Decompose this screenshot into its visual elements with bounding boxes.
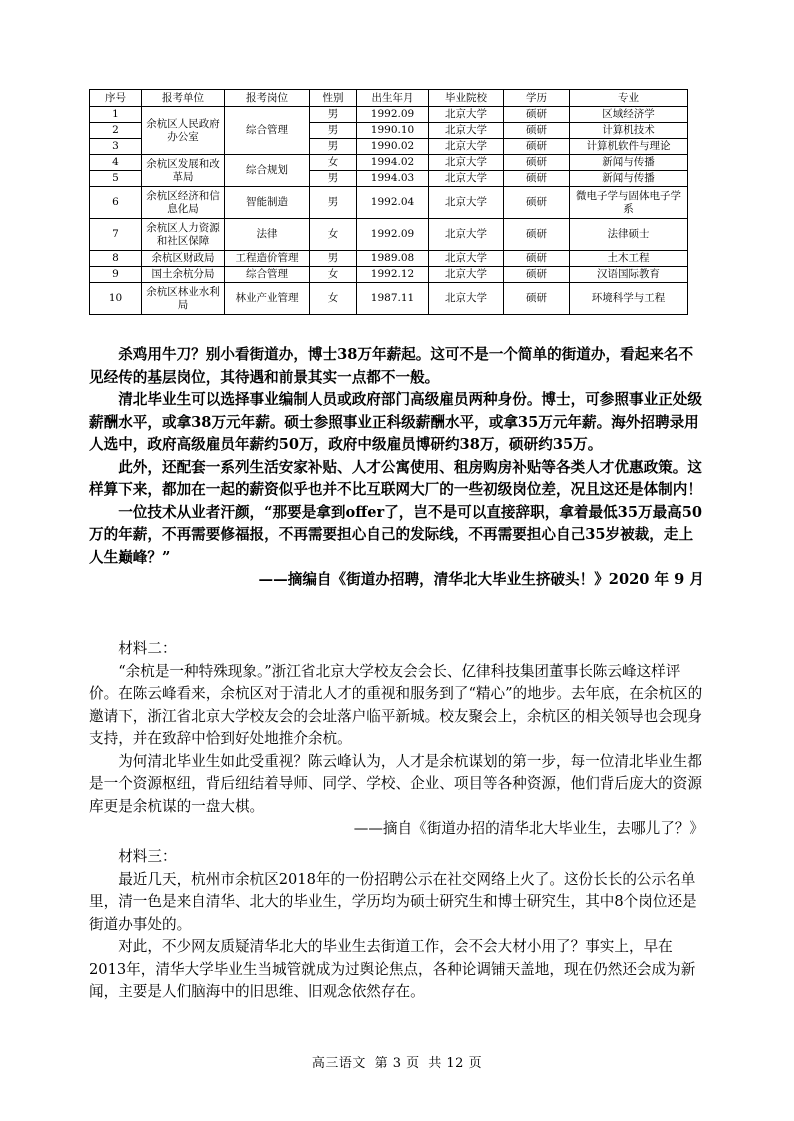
cell-school: 北京大学 bbox=[429, 139, 504, 155]
cell-birth: 1987.11 bbox=[357, 283, 429, 315]
material-label: 材料三： bbox=[118, 848, 177, 865]
cell-unit: 余杭区人力资源和社区保障 bbox=[142, 219, 225, 251]
paragraph: 一位技术从业者汗颜，“那要是拿到offer了，岂不是可以直接辞职，拿着最低35万最高50万的年薪，不再需要修福报，不再需要担心自己的发际线，不再需要担心自己35岁被裁，走上人生巅峰？” bbox=[89, 503, 703, 566]
table-row bbox=[90, 283, 688, 315]
table-row bbox=[90, 251, 688, 267]
cell-no: 8 bbox=[90, 251, 142, 267]
cell-school: 北京大学 bbox=[429, 187, 504, 219]
footer-total-pages: 共 12 页 bbox=[428, 1056, 483, 1071]
cell-post: 综合管理 bbox=[225, 107, 310, 155]
cell-sex: 女 bbox=[310, 155, 357, 171]
cell-major: 区域经济学 bbox=[570, 107, 688, 123]
cell-major: 汉语国际教育 bbox=[570, 267, 688, 283]
cell-post: 综合管理 bbox=[225, 267, 310, 283]
source-citation: ——摘自《街道办招的清华北大毕业生，去哪儿了？》 bbox=[353, 820, 704, 837]
cell-no: 4 bbox=[90, 155, 142, 171]
cell-sex: 男 bbox=[310, 139, 357, 155]
cell-unit: 余杭区林业水利局 bbox=[142, 283, 225, 315]
cell-no: 6 bbox=[90, 187, 142, 219]
cell-unit: 国土余杭分局 bbox=[142, 267, 225, 283]
paragraph: 为何清北毕业生如此受重视？陈云峰认为，人才是余杭谋划的第一步，每一位清北毕业生都是一个资源枢纽，背后纽结着导师、同学、学校、企业、项目等各种资源，他们背后庞大的资源库更是余杭谋的一盘大棋。 bbox=[89, 752, 702, 815]
cell-major: 新闻与传播 bbox=[570, 171, 688, 187]
cell-sex: 男 bbox=[310, 107, 357, 123]
cell-degree: 硕研 bbox=[504, 187, 570, 219]
material-one bbox=[89, 344, 704, 592]
cell-unit: 余杭区经济和信息化局 bbox=[142, 187, 225, 219]
table-row bbox=[90, 187, 688, 219]
cell-sex: 女 bbox=[310, 267, 357, 283]
cell-school: 北京大学 bbox=[429, 123, 504, 139]
material-label: 材料二： bbox=[118, 640, 177, 657]
cell-post: 智能制造 bbox=[225, 187, 310, 219]
cell-major: 法律硕士 bbox=[570, 219, 688, 251]
cell-school: 北京大学 bbox=[429, 107, 504, 123]
cell-birth: 1992.04 bbox=[357, 187, 429, 219]
paragraph: 清北毕业生可以选择事业编制人员或政府部门高级雇员两种身份。博士，可参照事业正处级薪酬水平，或拿38万元年薪。硕士参照事业正科级薪酬水平，或拿35万元年薪。海外招聘录用人选中，政府高级雇员年薪约50万，政府中级雇员博研约38万，硕研约35万。 bbox=[89, 391, 702, 453]
cell-degree: 硕研 bbox=[504, 219, 570, 251]
cell-sex: 男 bbox=[310, 123, 357, 139]
cell-no: 1 bbox=[90, 107, 142, 123]
paragraph: 对此，不少网友质疑清华北大的毕业生去街道工作，会不会大材小用了？事实上，早在2013年，清华大学毕业生当城管就成为过舆论焦点，各种论调铺天盖地，现在仍然还会成为新闻，主要是人们脑海中的旧思维、旧观念依然存在。 bbox=[89, 938, 696, 1000]
cell-no: 2 bbox=[90, 123, 142, 139]
cell-post: 工程造价管理 bbox=[225, 251, 310, 267]
header-cell: 报考单位 bbox=[142, 90, 225, 107]
cell-unit: 余杭区人民政府办公室 bbox=[142, 107, 225, 155]
cell-no: 3 bbox=[90, 139, 142, 155]
recruitment-table bbox=[89, 89, 688, 315]
header-cell: 报考岗位 bbox=[225, 90, 310, 107]
paragraph: “余杭是一种特殊现象。”浙江省北京大学校友会会长、亿律科技集团董事长陈云峰这样评价。在陈云峰看来，余杭区对于清北人才的重视和服务到了“精心”的地步。去年底，在余杭区的邀请下，浙江省北京大学校友会的会址落户临平新城。校友聚会上，余杭区的相关领导也会现身支持，并在致辞中恰到好处地推介余杭。 bbox=[89, 662, 703, 747]
cell-sex: 女 bbox=[310, 219, 357, 251]
cell-birth: 1992.09 bbox=[357, 107, 429, 123]
paragraph: 此外，还配套一系列生活安家补贴、人才公寓使用、租房购房补贴等各类人才优惠政策。这样算下来，都加在一起的薪资似乎也并不比互联网大厂的一些初级岗位差，况且这还是体制内！ bbox=[89, 458, 702, 498]
material-three bbox=[89, 846, 704, 1004]
page-footer bbox=[0, 1052, 794, 1071]
cell-major: 微电子学与固体电子学系 bbox=[570, 187, 688, 219]
cell-degree: 硕研 bbox=[504, 171, 570, 187]
cell-sex: 男 bbox=[310, 171, 357, 187]
cell-birth: 1990.10 bbox=[357, 123, 429, 139]
table-header-row bbox=[90, 90, 688, 107]
footer-subject: 高三语文 bbox=[311, 1056, 366, 1071]
cell-birth: 1994.03 bbox=[357, 171, 429, 187]
table-row bbox=[90, 107, 688, 123]
cell-birth: 1992.09 bbox=[357, 219, 429, 251]
cell-no: 7 bbox=[90, 219, 142, 251]
cell-post: 林业产业管理 bbox=[225, 283, 310, 315]
cell-school: 北京大学 bbox=[429, 251, 504, 267]
cell-school: 北京大学 bbox=[429, 171, 504, 187]
cell-major: 土木工程 bbox=[570, 251, 688, 267]
cell-degree: 硕研 bbox=[504, 283, 570, 315]
cell-degree: 硕研 bbox=[504, 123, 570, 139]
cell-no: 9 bbox=[90, 267, 142, 283]
header-cell: 专业 bbox=[570, 90, 688, 107]
header-cell: 毕业院校 bbox=[429, 90, 504, 107]
cell-unit: 余杭区财政局 bbox=[142, 251, 225, 267]
cell-school: 北京大学 bbox=[429, 267, 504, 283]
cell-no: 10 bbox=[90, 283, 142, 315]
cell-birth: 1992.12 bbox=[357, 267, 429, 283]
header-cell: 出生年月 bbox=[357, 90, 429, 107]
cell-unit: 余杭区发展和改革局 bbox=[142, 155, 225, 187]
cell-no: 5 bbox=[90, 171, 142, 187]
cell-birth: 1990.02 bbox=[357, 139, 429, 155]
cell-post: 综合规划 bbox=[225, 155, 310, 187]
cell-school: 北京大学 bbox=[429, 219, 504, 251]
cell-post: 法律 bbox=[225, 219, 310, 251]
cell-degree: 硕研 bbox=[504, 267, 570, 283]
cell-degree: 硕研 bbox=[504, 251, 570, 267]
cell-degree: 硕研 bbox=[504, 107, 570, 123]
header-cell: 序号 bbox=[90, 90, 142, 107]
paragraph: 杀鸡用牛刀？别小看街道办，博士38万年薪起。这可不是一个简单的街道办，看起来名不见经传的基层岗位，其待遇和前景其实一点都不一般。 bbox=[89, 346, 694, 386]
header-cell: 性别 bbox=[310, 90, 357, 107]
paragraph: 最近几天，杭州市余杭区2018年的一份招聘公示在社交网络上火了。这份长长的公示名单里，清一色是来自清华、北大的毕业生，学历均为硕士研究生和博士研究生，其中8个岗位还是街道办事处的。 bbox=[89, 870, 697, 933]
cell-sex: 男 bbox=[310, 251, 357, 267]
table-row bbox=[90, 267, 688, 283]
cell-major: 计算机软件与理论 bbox=[570, 139, 688, 155]
table-row bbox=[90, 219, 688, 251]
table-row bbox=[90, 155, 688, 171]
source-citation: ——摘编自《街道办招聘，清华北大毕业生挤破头！》2020 年 9 月 bbox=[258, 571, 704, 588]
material-two bbox=[89, 638, 704, 841]
header-cell: 学历 bbox=[504, 90, 570, 107]
cell-sex: 男 bbox=[310, 187, 357, 219]
cell-school: 北京大学 bbox=[429, 283, 504, 315]
cell-birth: 1994.02 bbox=[357, 155, 429, 171]
cell-major: 新闻与传播 bbox=[570, 155, 688, 171]
cell-birth: 1989.08 bbox=[357, 251, 429, 267]
cell-degree: 硕研 bbox=[504, 155, 570, 171]
footer-page-number: 第 3 页 bbox=[374, 1056, 420, 1071]
cell-major: 环境科学与工程 bbox=[570, 283, 688, 315]
cell-major: 计算机技术 bbox=[570, 123, 688, 139]
cell-degree: 硕研 bbox=[504, 139, 570, 155]
cell-school: 北京大学 bbox=[429, 155, 504, 171]
cell-sex: 女 bbox=[310, 283, 357, 315]
